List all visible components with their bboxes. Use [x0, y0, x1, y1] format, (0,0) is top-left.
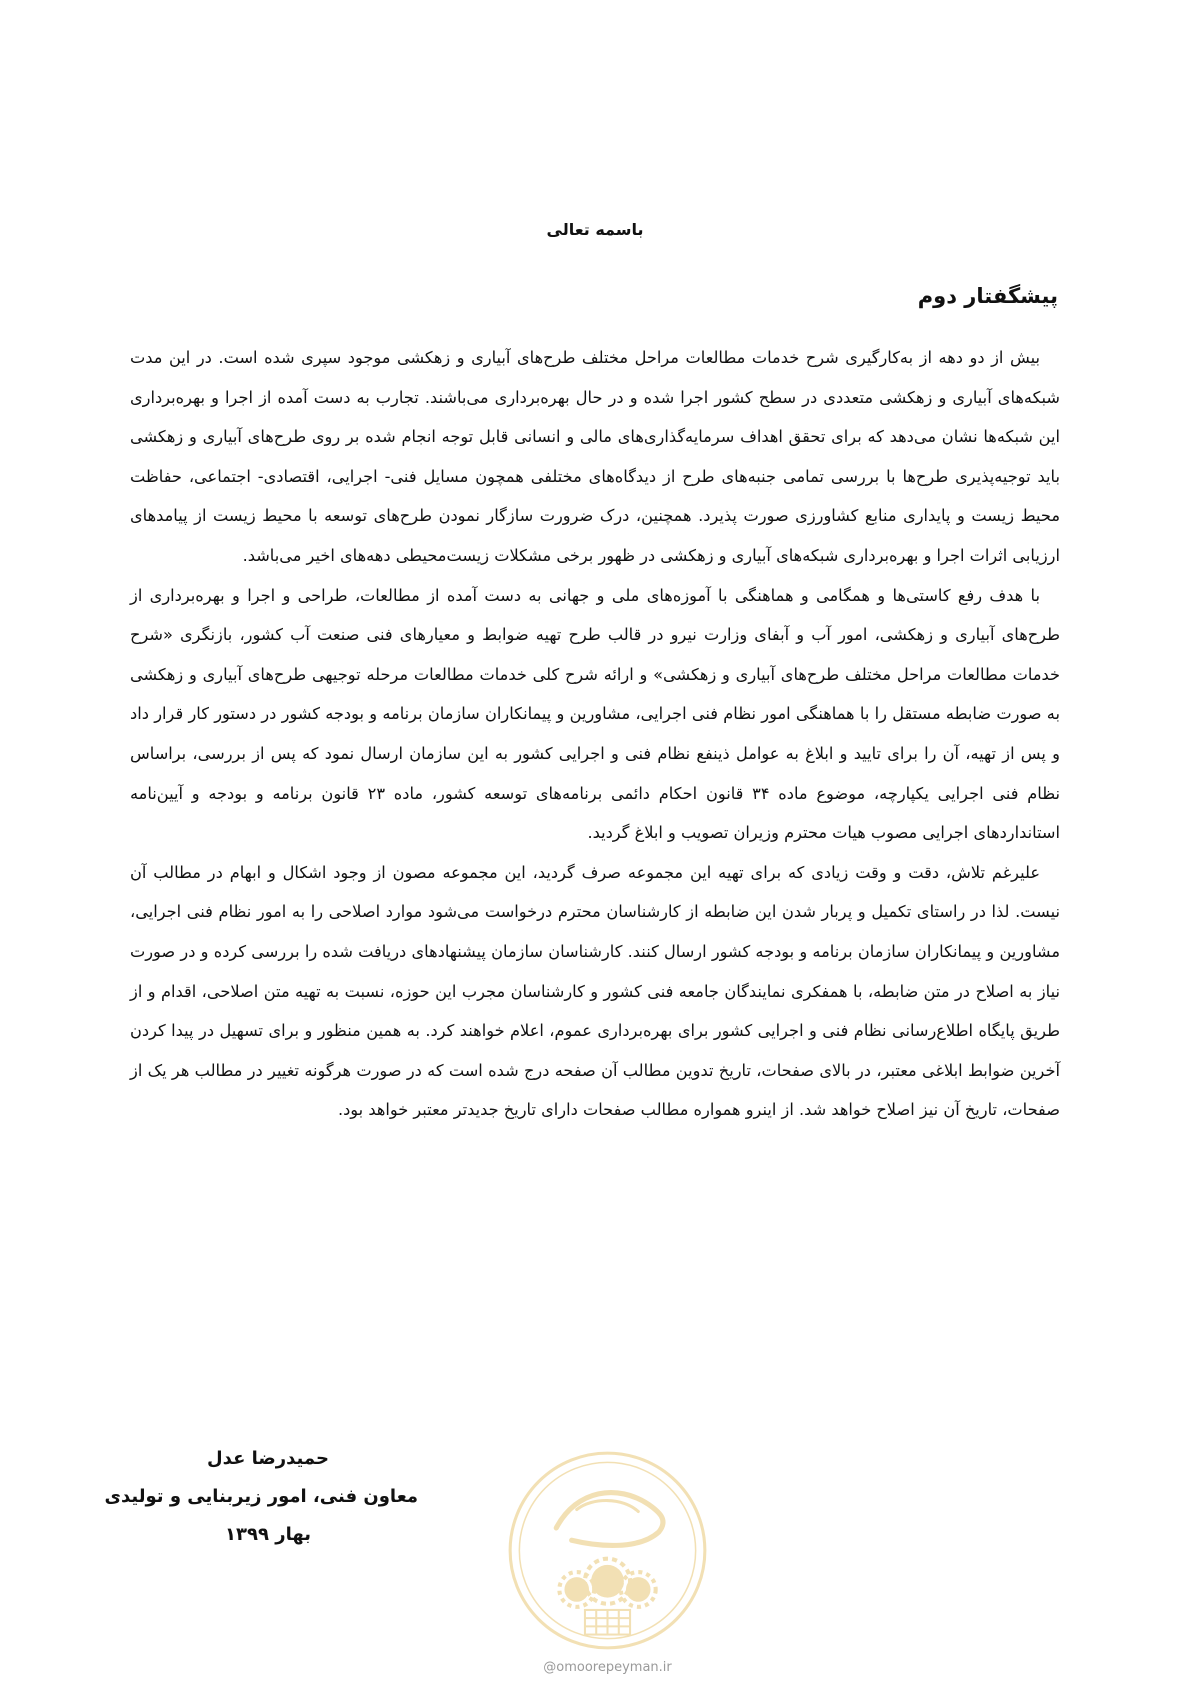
body-text — [130, 338, 1060, 1130]
section-title: پیشگفتار دوم — [917, 284, 1058, 308]
invocation-heading: باسمه تعالی — [546, 220, 644, 239]
building-grid-icon — [585, 1610, 630, 1635]
signature-date: بهار ۱۳۹۹ — [225, 1524, 311, 1545]
seal-logo — [505, 1448, 710, 1653]
signature-block — [104, 1440, 418, 1554]
paragraph-2: با هدف رفع کاستی‌ها و همگامی و هماهنگی با آموزه‌های ملی و جهانی به دست آمده از مطالعات، طراحی و اجرا و بهره‌برداری از طرح‌های آبیاری و زهکشی، امور آب و آبفای وزارت نیرو در قالب طرح تهیه ضوابط و معیارهای فنی صنعت آب کشور، بازنگری «شرح خدمات مطالعات مراحل مختلف طرح‌های آبیاری و زهکشی» و ارائه شرح کلی خدمات مطالعات مرحله توجیهی طرح‌های آبیاری و زهکشی به صورت ضابطه مستقل را با هماهنگی امور نظام فنی اجرایی، مشاورین و پیمانکاران سازمان برنامه و بودجه کشور در دستور کار قرار داد و پس از تهیه، آن را برای تایید و ابلاغ به عوامل ذینفع نظام فنی و اجرایی کشور به این سازمان ارسال نمود که پس از بررسی، براساس نظام فنی اجرایی یکپارچه، موضوع ماده ۳۴ قانون احکام دائمی برنامه‌های توسعه کشور، ماده ۲۳ قانون برنامه و بودجه و آیین‌نامه استانداردهای اجرایی مصوب هیات محترم وزیران تصویب و ابلاغ گردید. — [130, 585, 1060, 843]
seal-script-mark-2 — [577, 1501, 639, 1512]
website-watermark: @omoorepeyman.ir — [543, 1660, 672, 1675]
paragraph-1: بیش از دو دهه از به‌کارگیری شرح خدمات مطالعات مراحل مختلف طرح‌های آبیاری و زهکشی موجود سپری شده است. در این مدت شبکه‌های آبیاری و زهکشی متعددی در سطح کشور اجرا شده و در حال بهره‌برداری می‌باشند. تجارب به دست آمده از اجرا و بهره‌برداری این شبکه‌ها نشان می‌دهد که برای تحقق اهداف سرمایه‌گذاری‌های مالی و انسانی قابل توجه انجام شده بر روی طرح‌های آبیاری و زهکشی باید توجیه‌پذیری طرح‌ها با بررسی تمامی جنبه‌های طرح از دیدگاه‌های مختلفی همچون مسایل فنی- اجرایی، اقتصادی- اجتماعی، حفاظت محیط زیست و پایداری منابع کشاورزی صورت پذیرد. همچنین، درک ضرورت سازگار نمودن طرح‌های توسعه با محیط زیست از پیامدهای ارزیابی اثرات اجرا و بهره‌برداری شبکه‌های آبیاری و زهکشی در ظهور برخی مشکلات زیست‌محیطی دهه‌های اخیر می‌باشد. — [130, 348, 1060, 565]
paragraph-3: علیرغم تلاش، دقت و وقت زیادی که برای تهیه این مجموعه صرف گردید، این مجموعه مصون از وجود اشکال و ابهام در مطالب آن نیست. لذا در راستای تکمیل و پربار شدن این ضابطه از کارشناسان محترم درخواست می‌شود موارد اصلاحی را به امور نظام فنی اجرایی، مشاورین و پیمانکاران سازمان برنامه و بودجه کشور ارسال کنند. کارشناسان سازمان پیشنهادهای دریافت شده را بررسی کرده و در صورت نیاز به اصلاح در متن ضابطه، با همفکری نمایندگان جامعه فنی کشور و کارشناسان مجرب این حوزه، نسبت به تهیه متن اصلاحی، اقدام و از طریق پایگاه اطلاع‌رسانی نظام فنی و اجرایی کشور برای بهره‌برداری عموم، اعلام خواهند کرد. به همین منظور و برای تسهیل در پیدا کردن آخرین ضوابط ابلاغی معتبر، در بالای صفحات، تاریخ تدوین مطالب آن صفحه درج شده است که در صورت هرگونه تغییر در مطالب هر یک از صفحات، تاریخ آن نیز اصلاح خواهد شد. از اینرو همواره مطالب صفحات دارای تاریخ جدیدتر معتبر خواهد بود. — [130, 862, 1060, 1120]
signatory-position: معاون فنی، امور زیربنایی و تولیدی — [104, 1486, 418, 1507]
signatory-name: حمیدرضا عدل — [207, 1448, 329, 1469]
